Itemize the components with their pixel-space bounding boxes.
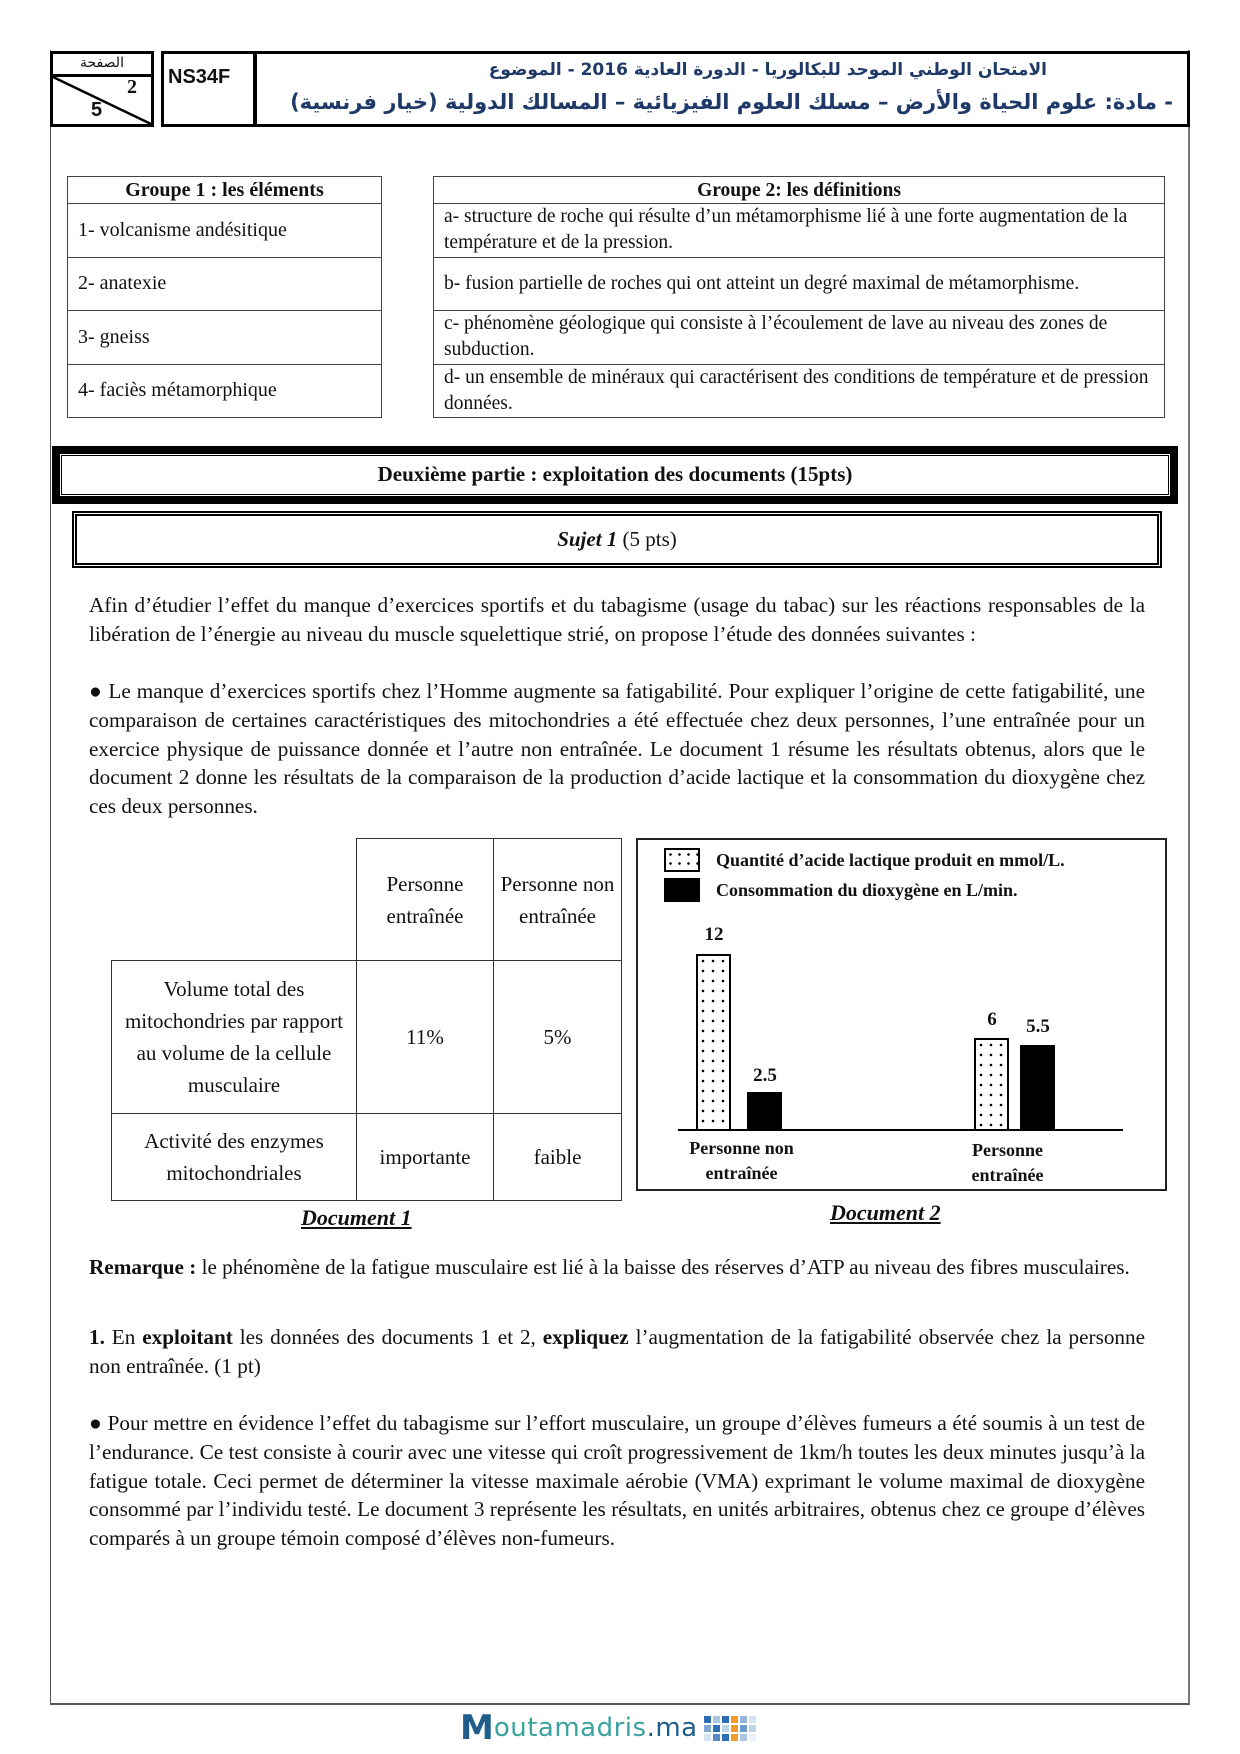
question-keyword: exploitant <box>142 1325 233 1349</box>
logo-pixel-icon <box>704 1716 756 1741</box>
logo-m: M <box>460 1708 494 1748</box>
chart-plot-area <box>678 840 1123 1131</box>
doc1-col-trained: Personne entraînée <box>357 839 494 961</box>
document1-table <box>111 838 622 1201</box>
question1 <box>89 1323 1145 1381</box>
doc1-cell-trained: 11% <box>357 961 494 1114</box>
bar-oxygen-trained <box>1020 1045 1055 1129</box>
x-label-line: Personne <box>972 1140 1043 1160</box>
doc1-cell-trained: importante <box>357 1114 494 1201</box>
legend-label: Quantité d’acide lactique produit en mmol/L. <box>716 849 1065 870</box>
sujet1-heading <box>77 516 1157 563</box>
page-number-box <box>50 51 154 127</box>
bar-lactic-trained <box>974 1038 1009 1129</box>
group1-item: 1- volcanisme andésitique <box>68 204 382 258</box>
remarque-label: Remarque : <box>89 1255 197 1279</box>
intro-paragraph-1: Afin d’étudier l’effet du manque d’exercices sportifs et du tabagisme (usage du tabac) sur les réactions responsables de la libération de l’énergie au niveau du muscle squelettique strié, on propose l’étude des données suivantes : <box>89 593 1145 646</box>
remarque-paragraph <box>89 1253 1145 1282</box>
question-text: l’augmentation de la fatigabilité observée chez la personne non entraînée. (1 pt) <box>89 1325 1145 1378</box>
group2-item: a- structure de roche qui résulte d’un métamorphisme lié à une forte augmentation de la température et de la pression. <box>434 204 1165 258</box>
doc1-cell-untrained: faible <box>494 1114 622 1201</box>
value-label: 12 <box>704 924 724 945</box>
part2-banner <box>53 447 1177 503</box>
legend-label: Consommation du dioxygène en L/min. <box>716 879 1018 900</box>
x-label-trained <box>940 1138 1075 1188</box>
question-text: En <box>104 1325 143 1349</box>
x-label-line: entraînée <box>705 1163 778 1183</box>
document2-chart <box>636 838 1167 1191</box>
footer-logo[interactable] <box>460 1708 756 1748</box>
group1-item: 4- faciès métamorphique <box>68 364 382 418</box>
group2-table <box>433 176 1165 418</box>
group2-item: d- un ensemble de minéraux qui caractérisent des conditions de température et de pression données. <box>434 364 1165 418</box>
question-text: les données des documents 1 et 2, <box>232 1325 543 1349</box>
remarque-text: le phénomène de la fatigue musculaire est lié à la baisse des réserves d’ATP au niveau des fibres musculaires. <box>196 1255 1130 1279</box>
doc1-cell-untrained: 5% <box>494 961 622 1114</box>
intro-paragraph-2: ● Le manque d’exercices sportifs chez l’Homme augmente sa fatigabilité. Pour expliquer l’origine de cette fatigabilité, une comparaison de certaines caractéristiques des mitochondries a été effectuée chez deux personnes, l’une entraînée pour un exercice physique de puissance donnée et l’autre non entraînée. Le document 1 résume les résultats obtenus, alors que le document 2 donne les résultats de la comparaison de la production d’acide lactique et la consommation du dioxygène chez ces deux personnes. <box>89 679 1145 819</box>
bar-lactic-untrained <box>696 954 731 1129</box>
sujet1-points: (5 pts) <box>617 527 677 551</box>
x-label-line: Personne non <box>689 1138 794 1158</box>
group1-item: 2- anatexie <box>68 257 382 311</box>
exam-title-box <box>254 51 1190 127</box>
part2-title: Deuxième partie : exploitation des documents (15pts) <box>61 455 1169 495</box>
x-label-untrained <box>674 1136 809 1186</box>
group2-item: b- fusion partielle de roches qui ont atteint un degré maximal de métamorphisme. <box>434 257 1165 311</box>
page-current: 2 <box>127 76 137 98</box>
logo-tld: .ma <box>646 1713 698 1743</box>
doc1-row-label: Volume total des mitochondries par rapport au volume de la cellule musculaire <box>112 961 357 1114</box>
doc1-row-label: Activité des enzymes mitochondriales <box>112 1114 357 1201</box>
group2-item: c- phénomène géologique qui consiste à l’écoulement de lave au niveau des zones de subduction. <box>434 311 1165 365</box>
group1-table <box>67 176 382 418</box>
doc1-corner-cell <box>112 839 357 961</box>
sujet1-title: Sujet 1 <box>557 527 618 551</box>
exam-code: NS34F <box>161 51 255 127</box>
logo-text <box>494 1713 698 1743</box>
x-label-line: entraînée <box>971 1165 1044 1185</box>
question-number: 1. <box>89 1325 105 1349</box>
group2-header: Groupe 2: les définitions <box>434 177 1165 204</box>
bar-oxygen-untrained <box>747 1092 782 1129</box>
doc1-col-untrained: Personne non entraînée <box>494 839 622 961</box>
value-label: 2.5 <box>753 1065 777 1086</box>
page-total: 5 <box>91 99 103 121</box>
sujet1-banner <box>72 511 1162 568</box>
value-label: 6 <box>987 1009 997 1030</box>
document2-caption: Document 2 <box>830 1200 941 1225</box>
document1-caption: Document 1 <box>301 1205 412 1230</box>
exam-title-line2: - مادة: علوم الحياة والأرض – مسلك العلوم الفيزيائية – المسالك الدولية (خيار فرنسية) <box>290 90 1173 114</box>
page-label: الصفحة <box>53 54 151 77</box>
question-keyword: expliquez <box>542 1325 629 1349</box>
exam-title-line1: الامتحان الوطني الموحد للبكالوريا - الدورة العادية 2016 - الموضوع <box>488 60 1047 80</box>
group1-header: Groupe 1 : les éléments <box>68 177 382 204</box>
value-label: 5.5 <box>1026 1016 1050 1037</box>
tabagisme-paragraph: ● Pour mettre en évidence l’effet du tabagisme sur l’effort musculaire, un groupe d’élèves fumeurs a été soumis à un test de l’endurance. Ce test consiste à courir avec une vitesse qui croît progressivement de 1km/h toutes les deux minutes jusqu’à la fatigue totale. Ceci permet de déterminer la vitesse maximale aérobie (VMA) exprimant le volume maximal de dioxygène consommé par l’individu testé. Le document 3 représente les résultats, en unités arbitraires, obtenus chez ce groupe d’élèves comparés à un groupe témoin composé d’élèves non-fumeurs. <box>89 1411 1145 1551</box>
group1-item: 3- gneiss <box>68 311 382 365</box>
logo-name: outamadris <box>493 1713 647 1743</box>
